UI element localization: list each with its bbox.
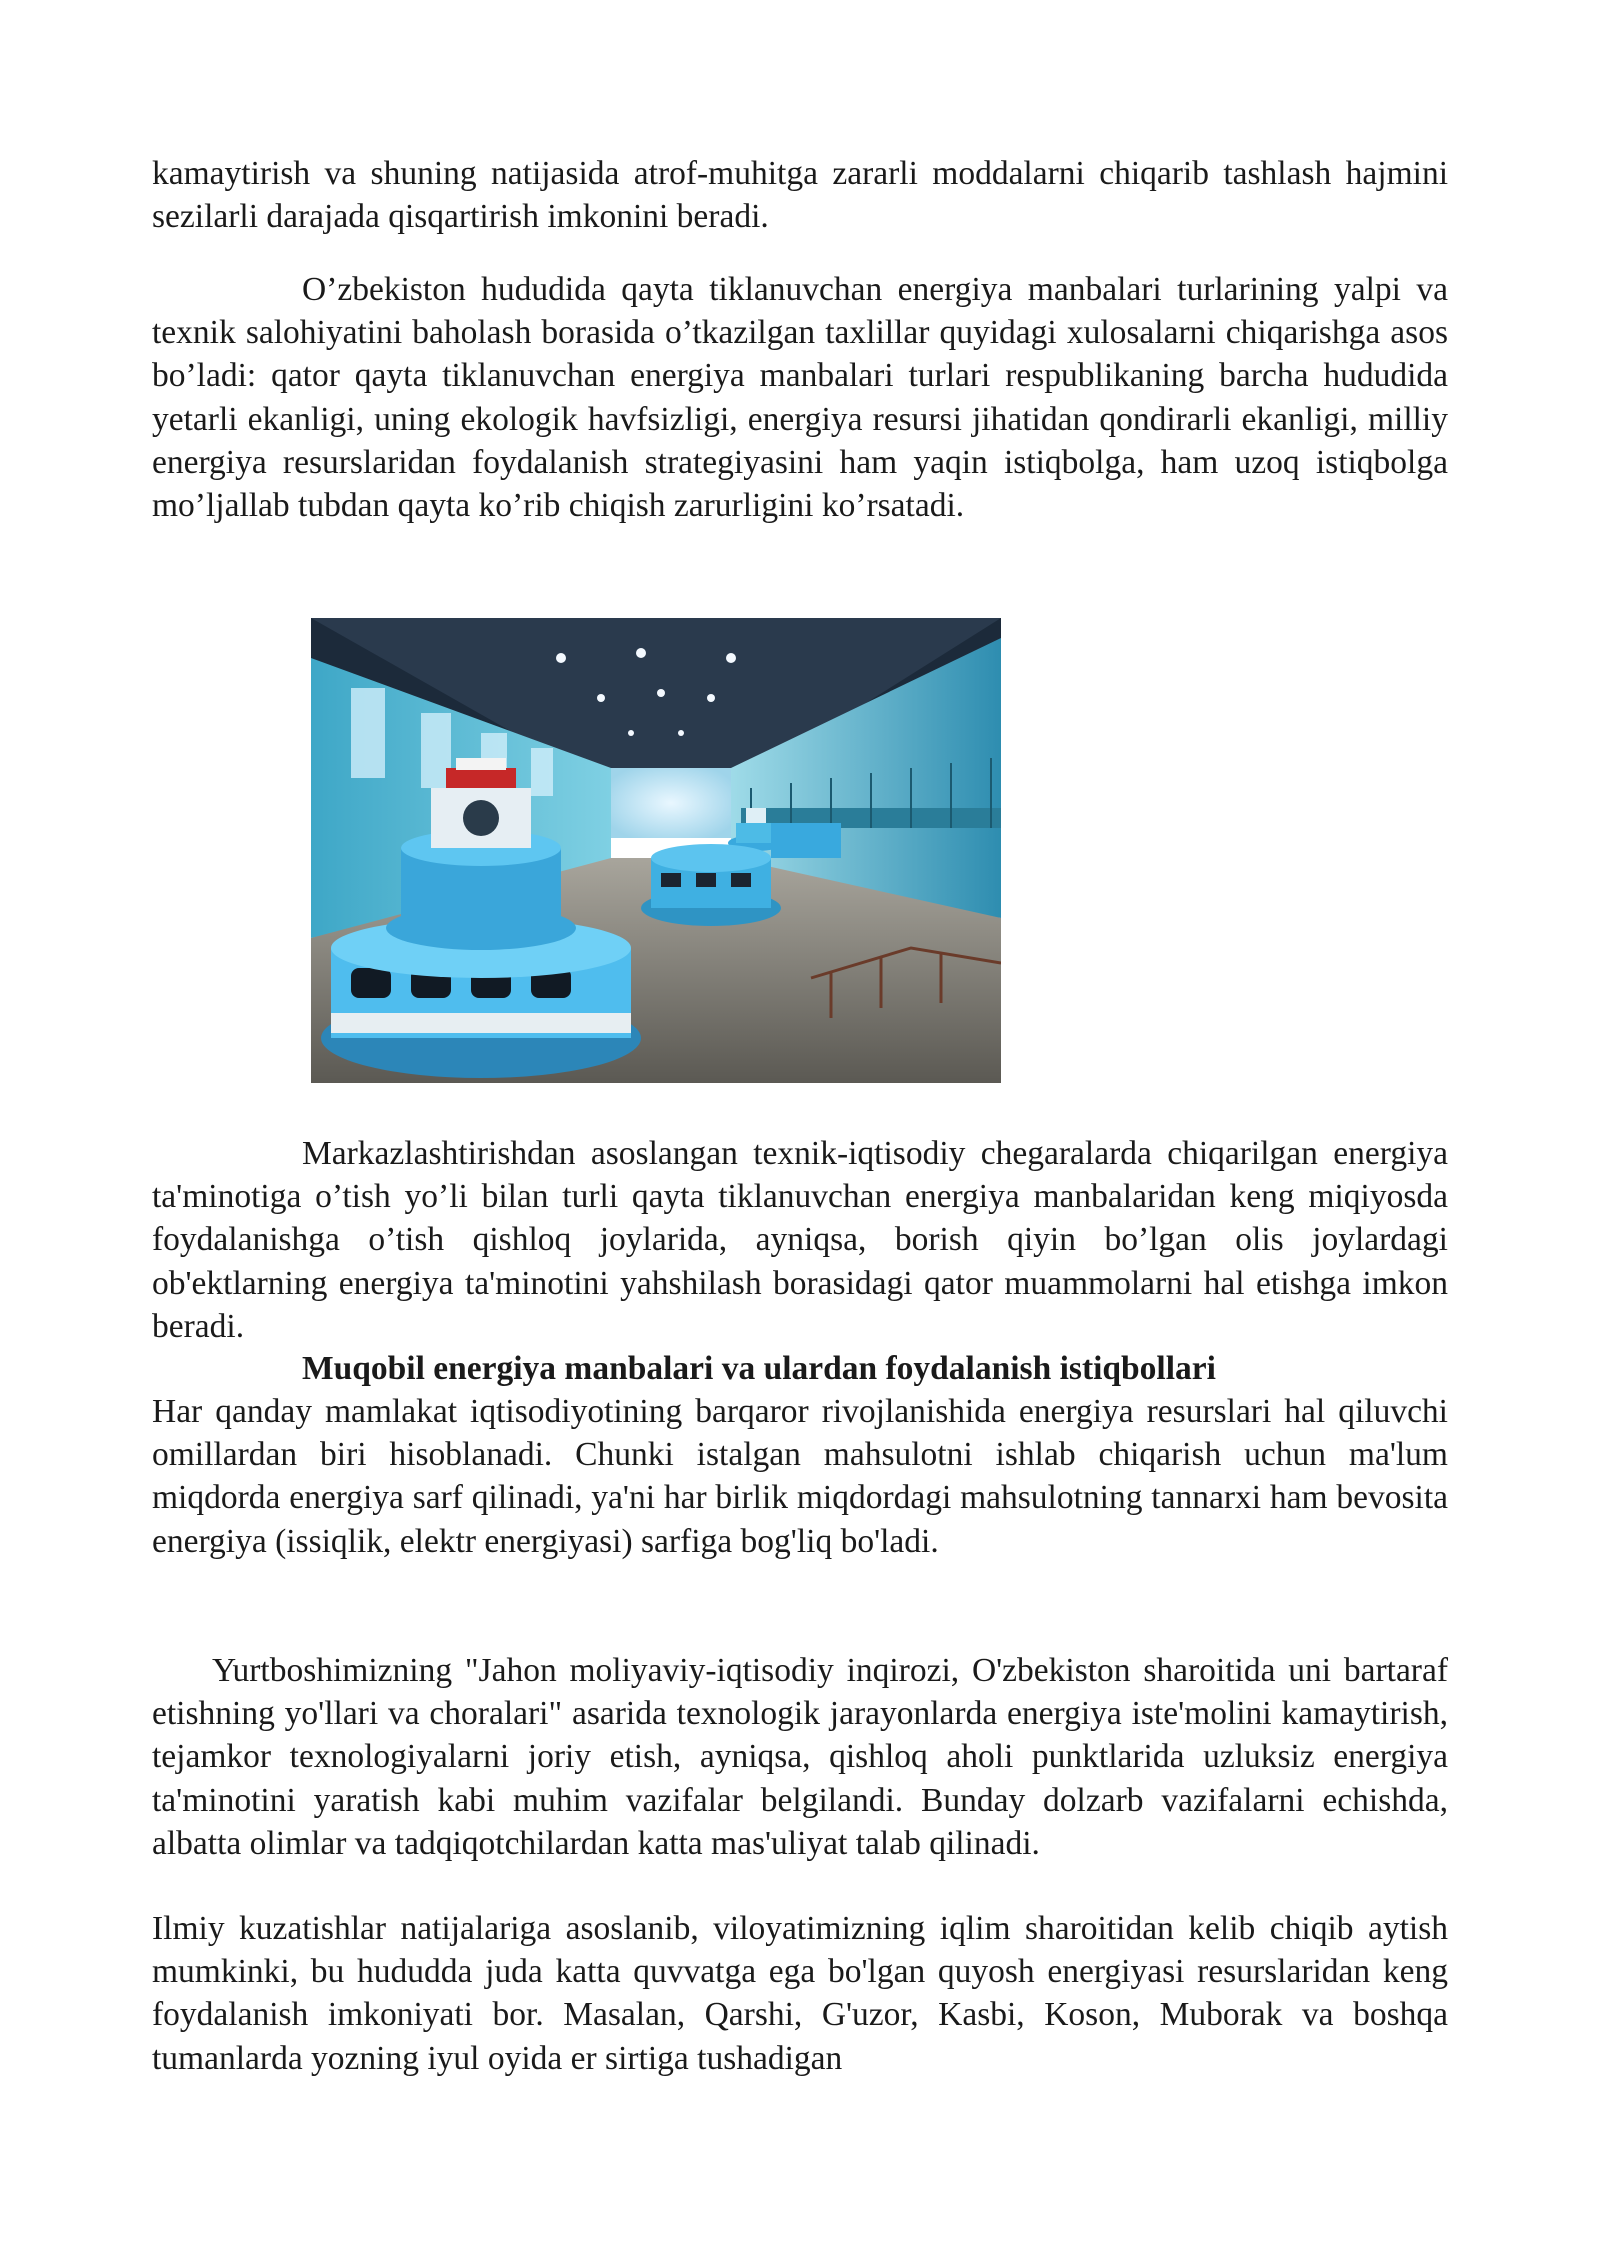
turbine-hall-illustration — [311, 618, 1001, 1083]
section-heading-block — [152, 1347, 1448, 1390]
paragraph-5: Yurtboshimizning "Jahon moliyaviy-iqtisodiy inqirozi, O'zbekiston sharoitida uni bartaraf etishning yo'llari va choralari" asarida texnologik jarayonlarda energiya iste'molini kamaytirish, tejamkor texnologiyalarni joriy etish, ayniqsa, qishloq aholi punktlarida uzluksiz energiya ta'minotini yaratish kabi muhim vazifalar belgilandi. Bunday dolzarb vazifalarni echishda, albatta olimlar va tadqiqotchilardan katta mas'uliyat talab qilinadi. — [152, 1652, 1448, 1862]
paragraph-3: Markazlashtirishdan asoslangan texnik-iqtisodiy chegaralarda chiqarilgan energiya ta'minotiga o’tish yo’li bilan turli qayta tiklanuvchan energiya manbalaridan keng miqiyosda foydalanishga o’tish qishloq joylarida, ayniqsa, borish qiyin bo’lgan olis joylardagi ob'ektlarning energiya ta'minotini yahshilash borasidagi qator muammolarni hal etishga imkon beradi. — [152, 1135, 1448, 1345]
paragraph-2-block — [152, 268, 1448, 527]
section-heading: Muqobil energiya manbalari va ulardan foydalanish istiqbollari — [302, 1350, 1216, 1387]
paragraph-1: kamaytirish va shuning natijasida atrof-muhitga zararli moddalarni chiqarib tashlash hajmini sezilarli darajada qisqartirish imkonini beradi. — [152, 155, 1448, 236]
paragraph-4-block — [152, 1390, 1448, 1563]
paragraph-6-block — [152, 1907, 1448, 2080]
hydro-power-plant-photo — [311, 618, 1001, 1083]
paragraph-3-block — [152, 1132, 1448, 1348]
paragraph-4: Har qanday mamlakat iqtisodiyotining barqaror rivojlanishida energiya resurslari hal qiluvchi omillardan biri hisoblanadi. Chunki istalgan mahsulotni ishlab chiqarish uchun ma'lum miqdorda energiya sarf qilinadi, ya'ni har birlik miqdordagi mahsulotning tannarxi ham bevosita energiya (issiqlik, elektr energiyasi) sarfiga bog'liq bo'ladi. — [152, 1393, 1448, 1560]
paragraph-2: O’zbekiston hududida qayta tiklanuvchan energiya manbalari turlarining yalpi va texnik salohiyatini baholash borasida o’tkazilgan taxlillar quyidagi xulosalarni chiqarishga asos bo’ladi: qator qayta tiklanuvchan energiya manbalari turlari respublikaning barcha hududida yetarli ekanligi, uning ekologik havfsizligi, energiya resursi jihatidan qondirarli ekanligi, milliy energiya resurslaridan foydalanish strategiyasini ham yaqin istiqbolga, ham uzoq istiqbolga mo’ljallab tubdan qayta ko’rib chiqish zarurligini ko’rsatadi. — [152, 271, 1448, 525]
paragraph-5-block — [152, 1649, 1448, 1865]
paragraph-6: Ilmiy kuzatishlar natijalariga asoslanib, viloyatimizning iqlim sharoitidan kelib chiqib aytish mumkinki, bu hududda juda katta quvvatga ega bo'lgan quyosh energiyasi resurslaridan keng foydalanish imkoniyati bor. Masalan, Qarshi, G'uzor, Kasbi, Koson, Muborak va boshqa tumanlarda yozning iyul oyida er sirtiga tushadigan — [152, 1910, 1448, 2077]
paragraph-1-block — [152, 152, 1448, 238]
